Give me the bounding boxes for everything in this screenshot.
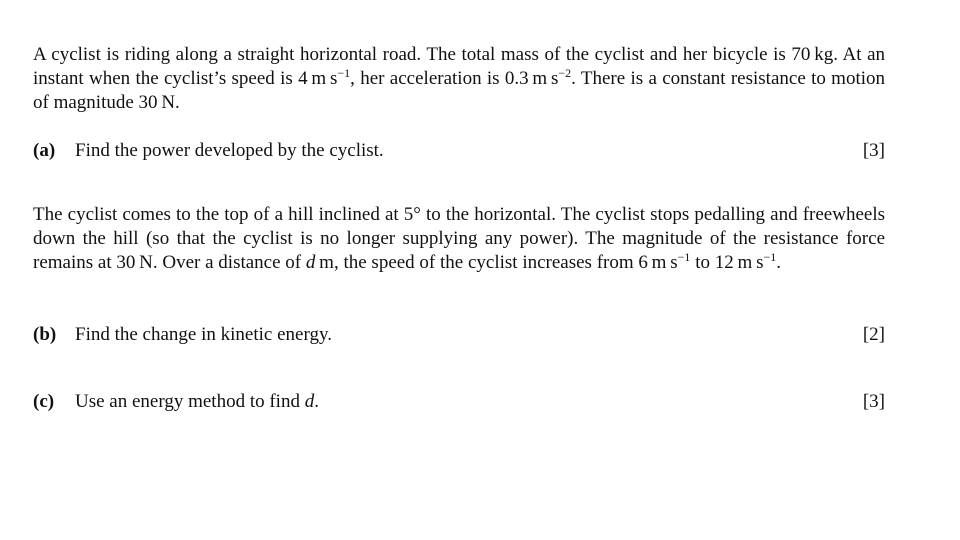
question-c-body	[33, 390, 319, 414]
question-c-variable-d: d	[304, 391, 315, 412]
intro-text-2: , her acceleration is 0.3 m s	[350, 68, 559, 89]
hill-variable-d: d	[305, 252, 316, 273]
hill-exponent-1: −1	[677, 250, 691, 264]
question-a-label: (a)	[33, 140, 56, 161]
question-c-text: Use an energy method to find	[75, 391, 305, 412]
intro-paragraph	[33, 43, 885, 115]
question-b-body	[33, 323, 332, 347]
question-a-marks: [3]	[862, 140, 885, 161]
hill-paragraph	[33, 203, 885, 275]
question-b-label: (b)	[33, 324, 57, 345]
question-b	[33, 323, 885, 347]
question-a-body	[33, 139, 384, 163]
question-a-text: Find the power developed by the cyclist.	[75, 140, 384, 161]
question-c-text-end: .	[314, 391, 319, 412]
question-a	[33, 139, 885, 163]
hill-text-1: The cyclist comes to the top of a hill inclined at 5° to the horizontal. The cyclist stops pedalling and freewheels down the hill (so that the cyclist is no longer supplying any power). The magnitude of the resistance force remains at 30 N. Over a distance of	[33, 204, 885, 273]
intro-text-1: A cyclist is riding along a straight horizontal road. The total mass of the cyclist and her bicycle is 70 kg. At an instant when the cyclist’s speed is 4 m s	[33, 44, 885, 89]
hill-text-4: .	[776, 252, 782, 273]
question-c-label: (c)	[33, 391, 55, 412]
hill-text-2: m, the speed of the cyclist increases from 6 m s	[315, 252, 678, 273]
hill-text-3: to 12 m s	[690, 252, 764, 273]
question-c	[33, 390, 885, 414]
intro-exponent-1: −1	[337, 66, 351, 80]
intro-exponent-2: −2	[558, 66, 572, 80]
question-b-text: Find the change in kinetic energy.	[75, 324, 332, 345]
hill-exponent-2: −1	[763, 250, 777, 264]
question-c-marks: [3]	[862, 391, 885, 412]
question-b-marks: [2]	[862, 324, 885, 345]
intro-text-3: . There is a constant resistance to motion of magnitude 30 N.	[33, 68, 885, 113]
